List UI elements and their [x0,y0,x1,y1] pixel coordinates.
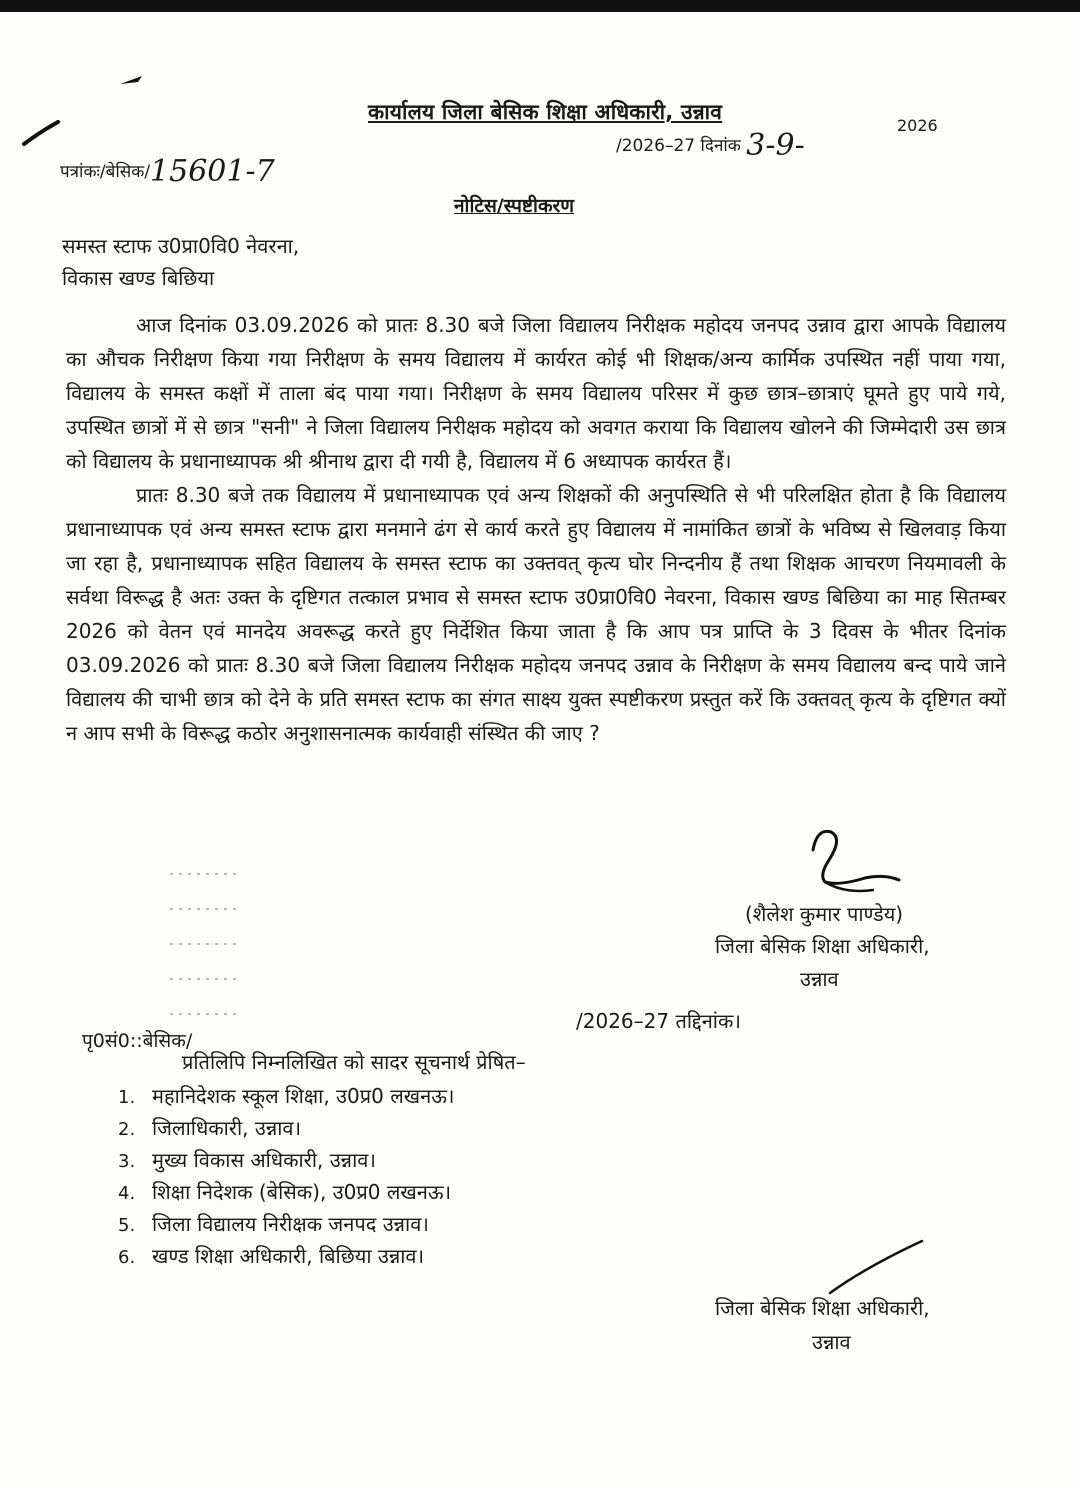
list-item: 6. खण्ड शिक्षा अधिकारी, बिछिया उन्नाव। [118,1244,425,1268]
pen-mark [10,52,150,152]
list-item: 2. जिलाधिकारी, उन्नाव। [118,1116,302,1140]
letter-number [60,150,275,189]
top-border [0,0,1080,12]
signatory-name: (शैलेश कुमार पाण्डेय) [745,902,904,926]
body-paragraph-1: आज दिनांक 03.09.2026 को प्रातः 8.30 बजे जिला विद्यालय निरीक्षक महोदय जनपद उन्नाव द्वारा आपके विद्यालय का औचक निरीक्षण किया गया निरीक्षण के समय विद्यालय में कार्यरत कोई भी शिक्षक/अन्य कार्मिक उपस्थित नहीं पाया गया, विद्यालय के समस्त कक्षों में ताला बंद पाया गया। निरीक्षण के समय विद्यालय परिसर में कुछ छात्र–छात्राएं घूमते हुए पाये गये, उपस्थित छात्रों में से छात्र "सनी" ने जिला विद्यालय निरीक्षक महोदय को अवगत कराया कि विद्यालय खोलने की जिम्मेदारी उस छात्र को विद्यालय के प्रधानाध्यापक श्री श्रीनाथ द्वारा दी गयी है, विद्यालय में 6 अध्यापक कार्यरत हैं। [66,313,1006,473]
notice-document [0,12,1080,1486]
reference-suffix: /2026–27 दिनांक [616,136,741,156]
copy-intro: प्रतिलिपि निम्नलिखित को सादर सूचनार्थ प्रेषित– [182,1050,526,1074]
signatory-place: उन्नाव [800,967,839,991]
addressee-line-1: समस्त स्टाफ उ0प्रा0वि0 नेवरना, [62,234,300,258]
notice-title: नोटिस/स्पष्टीकरण [454,195,575,217]
initial-mark [826,1237,926,1297]
letter-number-handwritten: 15601-7 [150,154,275,189]
reference-date-line [616,124,805,163]
copy-reference-date: /2026–27 तद्दिनांक। [576,1009,741,1033]
list-item: 1. महानिदेशक स्कूल शिक्षा, उ0प्र0 लखनऊ। [118,1084,455,1108]
notice-body [66,308,1006,750]
list-item: 3. मुख्य विकास अधिकारी, उन्नाव। [118,1148,376,1172]
copy-signatory-designation: जिला बेसिक शिक्षा अधिकारी, [715,1296,930,1320]
signature-mark [795,820,905,905]
office-title: कार्यालय जिला बेसिक शिक्षा अधिकारी, उन्नाव [368,100,723,124]
copy-signatory-place: उन्नाव [812,1330,851,1354]
copy-recipients-list [118,1080,455,1272]
list-item: 5. जिला विद्यालय निरीक्षक जनपद उन्नाव। [118,1212,429,1236]
body-paragraph-2: प्रातः 8.30 बजे तक विद्यालय में प्रधानाध्यापक एवं अन्य शिक्षकों की अनुपस्थिति से भी परिलक्षित होता है कि विद्यालय प्रधानाध्यापक एवं अन्य समस्त स्टाफ द्वारा मनमाने ढंग से कार्य करते हुए विद्यालय में नामांकित छात्रों के भविष्य से खिलवाड़ किया जा रहा है, प्रधानाध्यापक सहित विद्यालय के समस्त स्टाफ का उक्तवत् कृत्य घोर निन्दनीय हैं तथा शिक्षक आचरण नियमावली के सर्वथा विरूद्ध है अतः उक्त के दृष्टिगत तत्काल प्रभाव से समस्त स्टाफ उ0प्रा0वि0 नेवरना, विकास खण्ड बिछिया का माह सितम्बर 2026 को वेतन एवं मानदेय अवरूद्ध करते हुए निर्देशित किया जाता है कि आप पत्र प्राप्ति के 3 दिवस के भीतर दिनांक 03.09.2026 को प्रातः 8.30 बजे जिला विद्यालय निरीक्षक महोदय जनपद उन्नाव के निरीक्षण के समय विद्यालय बन्द पाये जाने विद्यालय की चाभी छात्र को देने के प्रति समस्त स्टाफ का संगत साक्ष्य युक्त स्पष्टीकरण प्रस्तुत करें कि उक्तवत् कृत्य के दृष्टिगत क्यों न आप सभी के विरूद्ध कठोर अनुशासनात्मक कार्यवाही संस्थित की जाए ? [66,483,1006,745]
handwritten-date: 3-9- [746,128,805,163]
faded-stamp [160,864,260,1034]
reference-year: 2026 [897,116,938,135]
copy-reference-number: पृ0सं0::बेसिक/ [82,1030,193,1052]
addressee-line-2: विकास खण्ड बिछिया [62,266,215,290]
signatory-designation: जिला बेसिक शिक्षा अधिकारी, [715,934,930,958]
letter-number-prefix: पत्रांकः/बेसिक/ [60,162,151,182]
list-item: 4. शिक्षा निदेशक (बेसिक), उ0प्र0 लखनऊ। [118,1180,452,1204]
